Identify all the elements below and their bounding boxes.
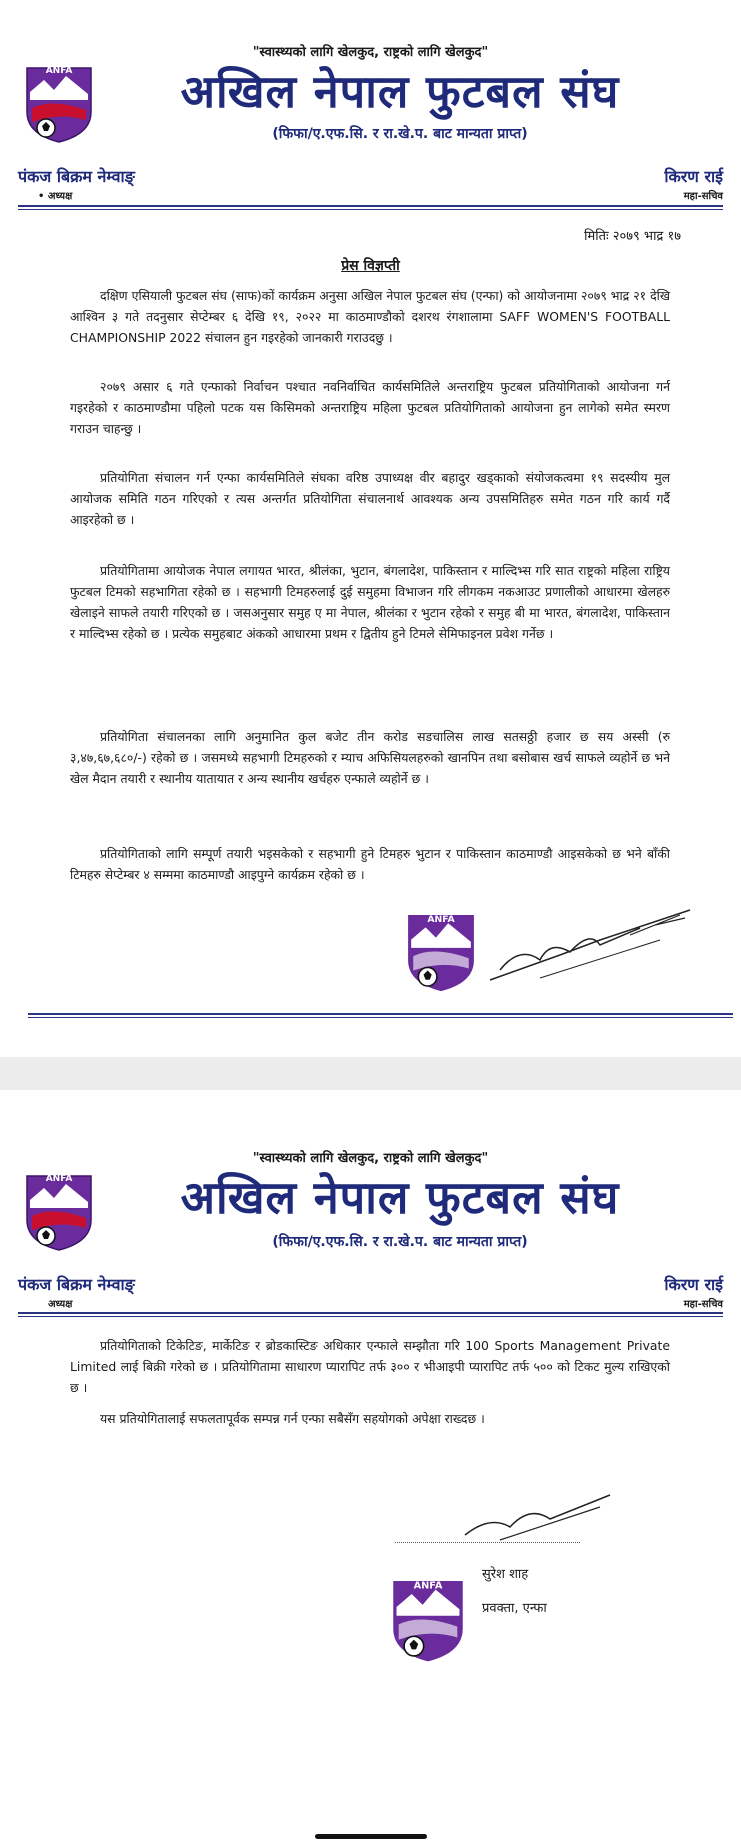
release-date: मितिः २०७९ भाद्र १७: [584, 229, 681, 244]
general-secretary-role: महा-सचिव: [683, 191, 723, 202]
anfa-logo: [24, 62, 94, 144]
press-release-page-2: [0, 1090, 741, 1847]
press-release-heading: प्रेस विज्ञप्ती: [341, 258, 400, 274]
handwritten-signature: [460, 1485, 620, 1545]
president-name: पंकज बिक्रम नेम्वाङ्: [18, 1275, 135, 1294]
letterhead-slogan: "स्वास्थ्यको लागि खेलकुद, राष्ट्रको लागि खेलकुद": [252, 45, 489, 60]
president-name: पंकज बिक्रम नेम्वाङ्: [18, 167, 135, 186]
general-secretary-name: किरण राई: [664, 167, 723, 186]
spokesperson-role: प्रवक्ता, एन्फा: [482, 1601, 547, 1616]
footer-divider: [28, 1013, 733, 1018]
body-paragraph: प्रतियोगिताको टिकेटिङ, मार्केटिङ र ब्रोडकास्टिङ अधिकार एन्फाले सम्झौता गरि 100 Sports Management Private Limited लाई बिक्री गरेको छ । प्रतियोगितामा साधारण प्यारापिट तर्फ ३०० र भीआइपी प्यारापिट तर्फ ५०० को टिकट मुल्य राखिएको छ ।: [70, 1338, 670, 1395]
letterhead-slogan: "स्वास्थ्यको लागि खेलकुद, राष्ट्रको लागि खेलकुद": [252, 1151, 489, 1166]
header-divider: [18, 205, 723, 210]
logo-text: ANFA: [45, 1174, 73, 1184]
body-paragraph: प्रतियोगिता संचालन गर्न एन्फा कार्यसमितिले संघका वरिष्ठ उपाध्यक्ष वीर बहादुर खड्काको संयोजकत्वमा १९ सदस्यीय मुल आयोजक समिति गठन गरिएको र त्यस अन्तर्गत प्रतियोगिता संचालनार्थ आवश्यक अन्य उपसमितिहरु समेत गठन गरि कार्य गर्दै आइरहेको छ ।: [70, 470, 670, 527]
logo-text: ANFA: [45, 66, 73, 76]
president-role: अध्यक्ष: [48, 1299, 73, 1310]
organization-subtitle: (फिफा/ए.एफ.सि. र रा.खे.प. बाट मान्यता प्राप्त): [272, 126, 528, 142]
anfa-seal: [390, 1570, 466, 1668]
president-role: • अध्यक्ष: [38, 191, 73, 202]
spokesperson-name: सुरेश शाह: [482, 1567, 529, 1582]
home-indicator: [315, 1834, 427, 1839]
body-paragraph: प्रतियोगिता संचालनका लागि अनुमानित कुल बजेट तीन करोड सडचालिस लाख सतसठ्ठी हजार छ सय अस्सी (रु ३,४७,६७,६८०/-) रहेको छ । जसमध्ये सहभागी टिमहरुको र म्याच अफिसियलहरुको खानपिन तथा बसोबास खर्च साफले व्यहोर्ने छ भने खेल मैदान तयारी र स्थानीय यातायात र अन्य स्थानीय खर्चहरु एन्फाले व्यहोर्ने छ ।: [70, 729, 670, 786]
organization-title: अखिल नेपाल फुटबल संघ: [180, 65, 620, 118]
body-paragraph: दक्षिण एसियाली फुटबल संघ (साफ)कों कार्यक्रम अनुसा अखिल नेपाल फुटबल संघ (एन्फा) को आयोजनामा २०७९ भाद्र २१ देखि आश्विन ३ गते तदनुसार सेप्टेम्बर ६ देखि १९, २०२२ मा काठमाण्डौको दशरथ रंगशालामा SAFF WOMEN'S FOOTBALL CHAMPIONSHIP 2022 संचालन हुन गइरहेको जानकारी गराउदछु ।: [70, 288, 670, 345]
body-paragraph: प्रतियोगितामा आयोजक नेपाल लगायत भारत, श्रीलंका, भुटान, बंगलादेश, पाकिस्तान र माल्दिभ्स गरि सात राष्ट्रको महिला राष्ट्रिय फुटबल टिमको सहभागिता रहेको छ । सहभागी टिमहरुलाई दुई समुहमा विभाजन गरि लीगकम नकआउट प्रणालीको आधारमा खेलहरु खेलाइने साफले तयारी गरिएको छ । जसअनुसार समुह ए मा नेपाल, श्रीलंका र भुटान रहेको र समुह बी मा भारत, बंगलादेश, पाकिस्तान र माल्दिभ्स रहेको छ । प्रत्येक समुहबाट अंकको आधारमा प्रथम र द्वितीय हुने टिमले सेमिफाइनल प्रवेश गर्नेछ ।: [70, 563, 670, 641]
anfa-logo: [24, 1170, 94, 1252]
organization-subtitle: (फिफा/ए.एफ.सि. र रा.खे.प. बाट मान्यता प्राप्त): [272, 1234, 528, 1250]
general-secretary-role: महा-सचिव: [683, 1299, 723, 1310]
seal-text: ANFA: [413, 1580, 443, 1592]
signature-line: [395, 1542, 580, 1543]
organization-title: अखिल नेपाल फुटबल संघ: [180, 1171, 620, 1224]
page-separator: [0, 1057, 741, 1090]
anfa-seal: [405, 905, 477, 997]
body-paragraph: यस प्रतियोगितालाई सफलतापूर्वक सम्पन्न गर्न एन्फा सबैसँग सहयोगको अपेक्षा राख्दछ ।: [100, 1411, 485, 1426]
handwritten-signature: [480, 900, 700, 990]
seal-text: ANFA: [427, 914, 455, 926]
body-paragraph: प्रतियोगिताको लागि सम्पूर्ण तयारी भइसकेको र सहभागी हुने टिमहरु भुटान र पाकिस्तान काठमाण्डौ आइसकेको छ भने बाँकी टिमहरु सेप्टेम्बर ४ सम्ममा काठमाण्डौ आइपुग्ने कार्यक्रम रहेको छ ।: [70, 846, 670, 882]
header-divider: [18, 1312, 723, 1317]
body-paragraph: २०७९ असार ६ गते एन्फाको निर्वाचन पश्चात नवनिर्वाचित कार्यसमितिले अन्तराष्ट्रिय फुटबल प्रतियोगिताको आयोजना गर्न गइरहेको र काठमाण्डौमा पहिलो पटक यस किसिमको अन्तराष्ट्रिय महिला फुटबल प्रतियोगिताको आयोजना हुन लागेको समेत स्मरण गराउन चाहन्छु ।: [70, 379, 670, 436]
general-secretary-name: किरण राई: [664, 1275, 723, 1294]
